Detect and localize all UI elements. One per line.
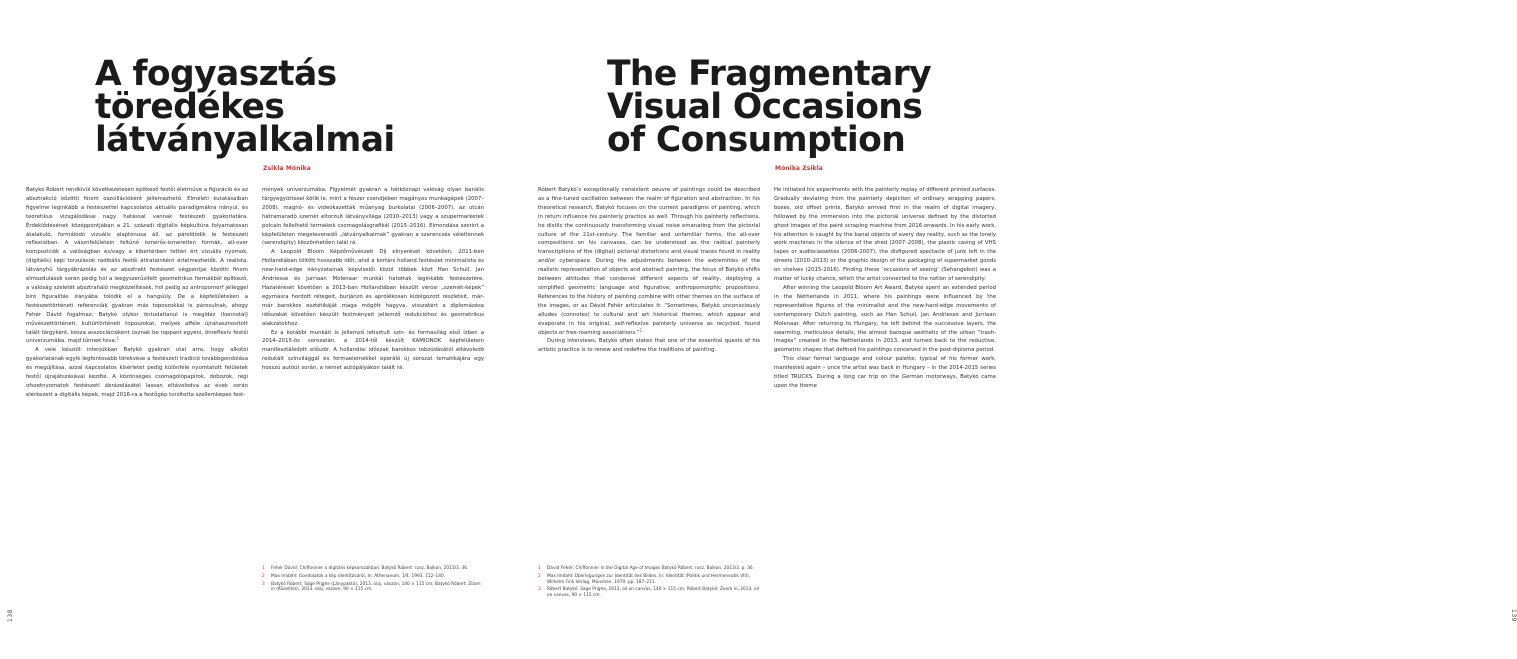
body-paragraph: During interviews, Batykó often states that one of the essential quests of his artistic practice is to renew and redefine the traditions of painting. [538,338,760,354]
body-paragraph: After winning the Leopold Bloom Art Award, Batykó spent an extended period in the Netherlands in 2011, where his paintings were influenced by the representative figures of the minimalist and the new-hard-edge movements of contemporary Dutch painting, such as Han Schuil, Jan Andriesse and Jurriaan Molenaar. After returning to Hungary, he left behind the successive layers, the swarming, meticulous details, the almost baroque aesthetic of the urban “trash-images” created in the Netherlands in 2013, and turned back to the reductive, geometric shapes that defined his paintings conceived in the post-diploma period. [774,284,996,354]
footnote-marker: 1 [116,336,120,342]
body-paragraph [538,186,760,337]
page-number: 139 [1509,609,1517,622]
footnote-marker: 1 [639,327,643,333]
footnote-number: 2 [538,573,541,579]
footnotes [262,566,484,595]
footnotes [538,566,760,601]
footnote-item [262,566,484,572]
title-line: töredékes [95,87,285,127]
text-column [262,186,484,373]
page-number: 138 [6,609,14,622]
footnote-number: 1 [538,566,541,571]
page-title [607,54,932,160]
title-line: látványalkalmai [95,120,395,160]
page-title [95,54,395,160]
footnote-text: Fehér Dávid: Chiffonnier a digitális képkorszakban. Batykó Róbert: rusz, Balkon, 2013/3. 36. [271,566,469,571]
body-paragraph: He initiated his experiments with the painterly replay of different printed surfaces. Gradually deviating from the painterly depiction of ordinary wrapping papers, boxes, old offset prints, Batykó arrived first in the realm of digital imagery, followed by the immersion into the pictorial universe defined by the distorted ghost images of the paint scraping machine from 2016 onwards. In his early work, his attention is caught by the banal objects of every day reality, such as the lonely work machines in the silence of the shed (2007–2008), the plastic casing of VHS tapes or audiocassettes (2006-2007), the disfigured spectacle of junk left in the streets (2010–2013) or the graphic design of the packaging of supermarket goods on shelves (2015-2016). Finding these ‘occasions of seeing’ (Sehangebot) was a matter of lucky chance, which the artist connected to the notion of serendipity. [774,187,996,283]
paragraph-text: Róbert Batykó’s exceptionally consistent oeuvre of paintings could be described as a fine-tuned oscillation between the realm of figuration and abstraction. In his theoretical research, Batykó focuses on the current paradigms of painting, which in return influence his painterly practice as well. Through his painterly reflections, he distils the continuously transforming visual noise emanating from the pictorial culture of the 21st-century. The familiar and unfamiliar forms, the all-over compositions on his canvases, can be understood as the radical painterly transcriptions of the (digital) pictorial distortions and visual traces found in reality and/or cyberspace. During the adjustments between the extremities of the realistic representation of objects and abstract painting, the focus of Batykó shifts between attitudes that condense different aspects of reality, deploying a simplified geometric language and figurative, anthropomorphic propositions. References to the history of painting combine with other themes on the surface of the images, or as Dávid Fehér articulates it: “Sometimes, Batykó unconsciously alludes (connotes) to cultural and art historical themes, which appear and evaporate in his original, self-reflexive painterly universe as recycled, found objects or free-roaming associations.” [538,187,760,336]
footnote-number: 2 [262,573,265,579]
text-column [774,186,996,391]
title-line: of Consumption [607,120,906,160]
body-paragraph: This clear formal language and colour palette, typical of his former work, manifested again – once the artist was back in Hungary – in the 2014-2015 series titled TRUCKS. During a long car trip on the German motorways, Batykó came upon the theme [774,356,996,389]
footnote-item [538,587,760,599]
author-byline: Zsikla Mónika [263,165,311,172]
footnote-number: 3 [262,581,265,587]
footnote-item [262,574,484,580]
text-column [538,186,760,355]
footnote-text: Róbert Batykó: Sage Prighe, 2013, oil on canvas, 140 × 115 cm; Róbert Batykó: Zoom in, 2013, oil on canvas, 90 × 115 cm. [547,587,759,599]
right-page [512,0,1517,659]
left-page [0,0,512,659]
footnote-text: Dávid Fehér: Chiffonnier in the Digital Age of Images Batykó Róbert: rusz, Balkon, 2013/3. p. 36. [547,566,754,571]
footnote-text: Batykó Róbert: Sage Prighe (Lánypaktó), 2013, olaj, vászon, 140 × 115 cm; Batykó Róbert: Zoom in (Közelítés), 2013, olaj, vászon, 90 × 115 cm. [271,581,481,593]
footnote-item [538,574,760,586]
author-byline: Mónika Zsikla [775,165,823,172]
body-paragraph [26,186,248,346]
footnote-number: 1 [262,566,265,571]
title-line: Visual Occasions [607,87,923,127]
text-column [26,186,248,400]
paragraph-text: Batykó Róbert rendkívül következetesen építkező festői életműve a figuráció és az absztrakció közötti finom oszcillációként jellemezhető. Elméleti kutatásaiban figyelme leginkább a festészettel kapcsolatos aktuális paradigmákra irányul, és teoretikus vizsgálódásai nagy hatással vannak festészeti gyakorlatára. Érdeklődésének középpontjában a 21. századi digitális képkultúra folyamatosan átalakuló, formálódó vizuális alaptónusa áll, az pároldódik le festészeti reflexióiban. A vásznfelületein feltűnő ismerős-ismeretlen formák, all-over kompozíciók a valóságban és/vagy a kibertérben tetten ért vizuális nyomok, (digitális) képi torzulások radikális festői átiratainként értelmezhetők. A realista, látványhű tárgyábrázolás és az absztrakt festészet végpontjai közötti finom elmozdulások során pedig hol a leegyszerűsített geometrikus formákból építkező, a valóság szeletét absztraháló megközelítések, hol pedig az antropomorf jelleggel bíró figuralitás irányába tolódik el a hangsúly. De a képfelületeken a festészettörténeti referenciák gyakran más toposzokkal is párosulnak, ahogy Fehér Dávid fogalmaz: Batykó olykor öntudatlanul is megidéz (konnotál) művészettörténeti, kultúrtörténeti toposzokat, melyek afféle újrahasznosított talált tárgyként, kósza asszociációként üsznak be roppant egyéni, önreflexív festői univerzumába, majd tűnnek tova. [26,187,248,345]
footnote-item [538,566,760,572]
footnote-text: Max Imdahl: Gondolatok a kép identitásáról, In: Athenaeum, 1/4. 1993. 112–140. [271,573,446,579]
footnote-text: Max Imdahl: Überlegungen zur Identität des Bildes, In: Identität (Poetik und Hermeneutik VIII), Wilhelm Fink Verlag, München, 1979. pp. 187–211. [547,573,750,585]
body-paragraph: A vele készült interjúkban Batykó gyakran utal arra, hogy alkotói gyakorlatának egyik legfontosabb törekvése a festészeti tradíció továbbgondolása és megújítása, azzal kapcsolatos kísérletet pedig különféle nyomtatott felületek festői újrajátszásával kezdte. A közönséges csomagolópapírok, dobozok, régi ofszetnyomatok festészeti ábrázolásától lassan eltávolodva az évek során elérkezett a digitális képek, majd 2016-ra a festőgép torzította szellemképes fest- [26,347,248,398]
title-line: A fogyasztás [95,54,337,94]
body-paragraph: Ez a korábbi munkáit is jellemző letisztult szín- és formavilág első ízben a 2014–2015-ös sorozatán, a 2014-től készült KAMIONOK képfelületein manifesztálódott először. A hollandiai időszak barokkos tobzódásától eltávolodó redukált színvilággal és formaelemekkel operáló új sorozat tematikájára egy hosszú autóút során, a német autópályákon talált rá. [262,329,484,372]
footnote-item [262,582,484,594]
body-paragraph: mények univerzumába. Figyelmét gyakran a hétköznapi valóság olyan banális tárgyegyüttesei kötik le, mint a fészer csendjében magányos munkagépek (2007–2008), magnó- és videókazetták műanyag burkolatai (2006–2007), az utcán hátramaradó szemét eltorzult látványvilága (2010–2013) vagy a szupermarketek polcain fellelhető termékek csomagolásgrafikái (2015–2016). Elmondása szerint a képfelületen megelevenedő „látványalkalmak” gyakran a szerencsés véletlennek (serendipity) köszönhetően talál rá. [262,187,484,247]
body-paragraph: A Leopold Bloom Képzőművészeti Díj elnyerését követően, 2011-ben Hollandiában töltött hosszabb időt, ahol a kortárs holland festészet minimalista és new-hard-edge irányzatainak képviselői közül többek közt Han Schuil, Jan Andriesse és Jurriaan Molenaar munkái hatottak leginkább festészetére. Hazatérését követően a 2013-ban Hollandiában készült vérosi „szemét-képek” egymásra hordott rétegeit, burjánzó és aprólékosan kidolgozott részleteit, már-már barokkos esztétikáját maga mögött hagyva, visszatért a diplomázása időszakát követően készült festményeit jellemző redukcióhoz és geometrikus alakzatokhoz. [262,249,484,327]
footnote-number: 3 [538,587,541,593]
title-line: The Fragmentary [607,54,932,94]
